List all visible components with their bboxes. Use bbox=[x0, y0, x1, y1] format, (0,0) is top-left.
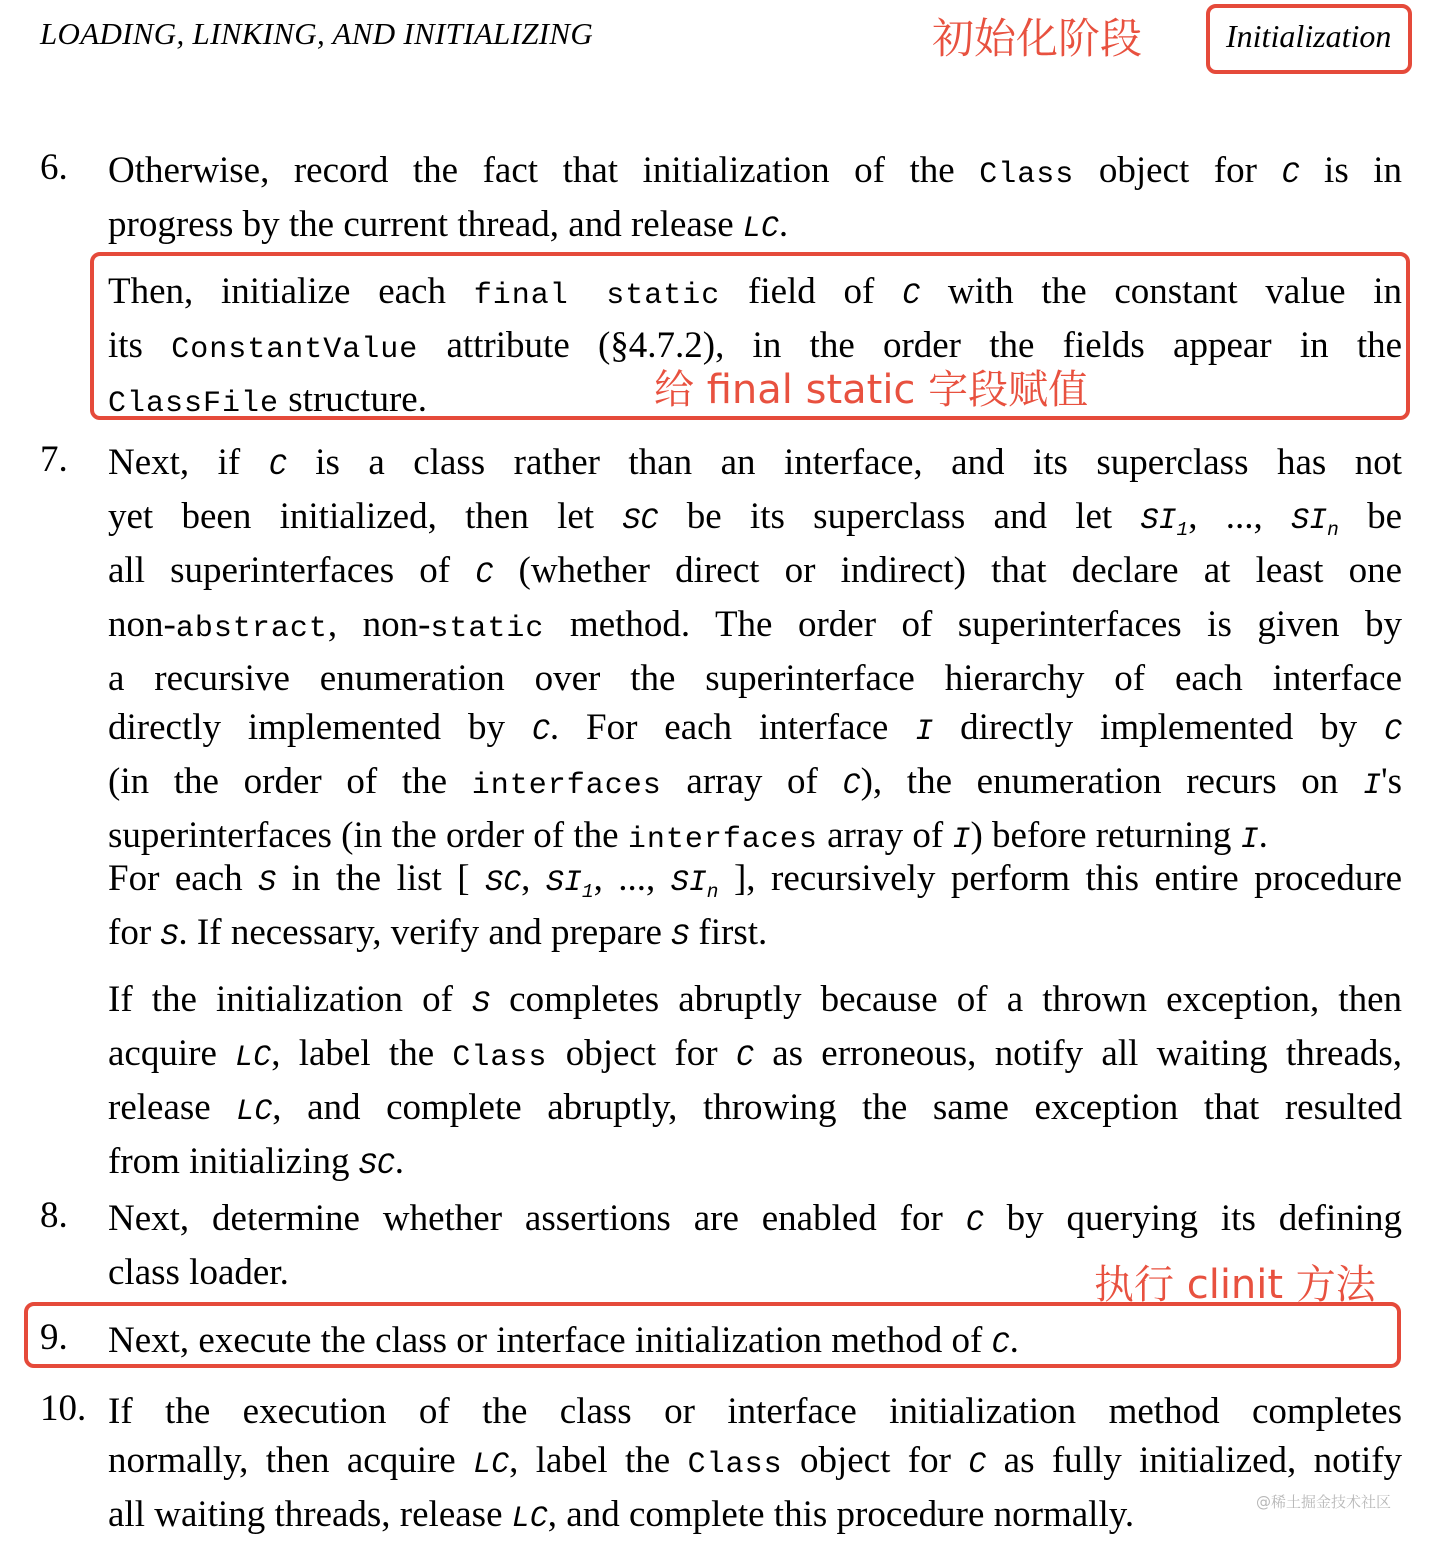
item-10-text: If the execution of the class or interface initialization method completes normally, then acquire LC, label the Class object for C as fully initialized, notify all waiting threads, release LC, and complete this procedure normally. bbox=[108, 1391, 1403, 1536]
watermark: @稀土掘金技术社区 bbox=[1256, 1493, 1392, 1511]
item-number-7: 7. bbox=[40, 439, 68, 480]
section-label: Initialization bbox=[1226, 18, 1392, 54]
item-7-text: Next, if C is a class rather than an interface, and its superclass has not yet been initialized, then let SC be its superclass and let $SI_1$, ..., $SI_n$ be all superinterfaces of C (whether direct or indirect) that declare at least one non-abstract, non-static method. The order of superinterfaces is given by a recursive enumeration over the superinterface hierarchy of each interface directly implemented by C. For each interface I directly implemented by C (in the order of the interfaces array of C), the enumeration recurs on I's superinterfaces (in the order of the interfaces array of I) before returning I. bbox=[108, 442, 1403, 857]
annotation-final-static: 给 final static 字段赋值 bbox=[654, 367, 1089, 413]
item-6-text: Otherwise, record the fact that initialization of the Class object for C is in progress by the current thread, and release LC. bbox=[108, 150, 1403, 246]
annotation-phase-note: 初始化阶段 bbox=[932, 14, 1143, 63]
item-number-10: 10. bbox=[40, 1388, 87, 1429]
item-9-text: Next, execute the class or interface initialization method of C. bbox=[108, 1320, 1019, 1362]
annotation-clinit: 执行 clinit 方法 bbox=[1094, 1262, 1376, 1308]
abrupt-completion-paragraph: If the initialization of S completes abruptly because of a thrown exception, then acquire LC, label the Class object for C as erroneous, notify all waiting threads, release LC, and complete abruptly, throwing the same exception that resulted from initializing SC. bbox=[108, 979, 1403, 1183]
for-each-paragraph: For each S in the list [ SC, $SI_1$, ..., $SI_n$ ], recursively perform this entire procedure for S. If necessary, verify and prepare S first. bbox=[108, 858, 1403, 954]
item-number-6: 6. bbox=[40, 147, 68, 188]
final-static-paragraph: Then, initialize each final static field of C with the constant value in its ConstantValue attribute (§4.7.2), in the order the fields appear in the ClassFile structure. bbox=[108, 271, 1403, 421]
item-8-text: Next, determine whether assertions are enabled for C by querying its defining class loader. bbox=[108, 1198, 1403, 1293]
item-number-9: 9. bbox=[40, 1317, 68, 1358]
running-title: LOADING, LINKING, AND INITIALIZING bbox=[40, 16, 594, 51]
item-number-8: 8. bbox=[40, 1195, 68, 1236]
